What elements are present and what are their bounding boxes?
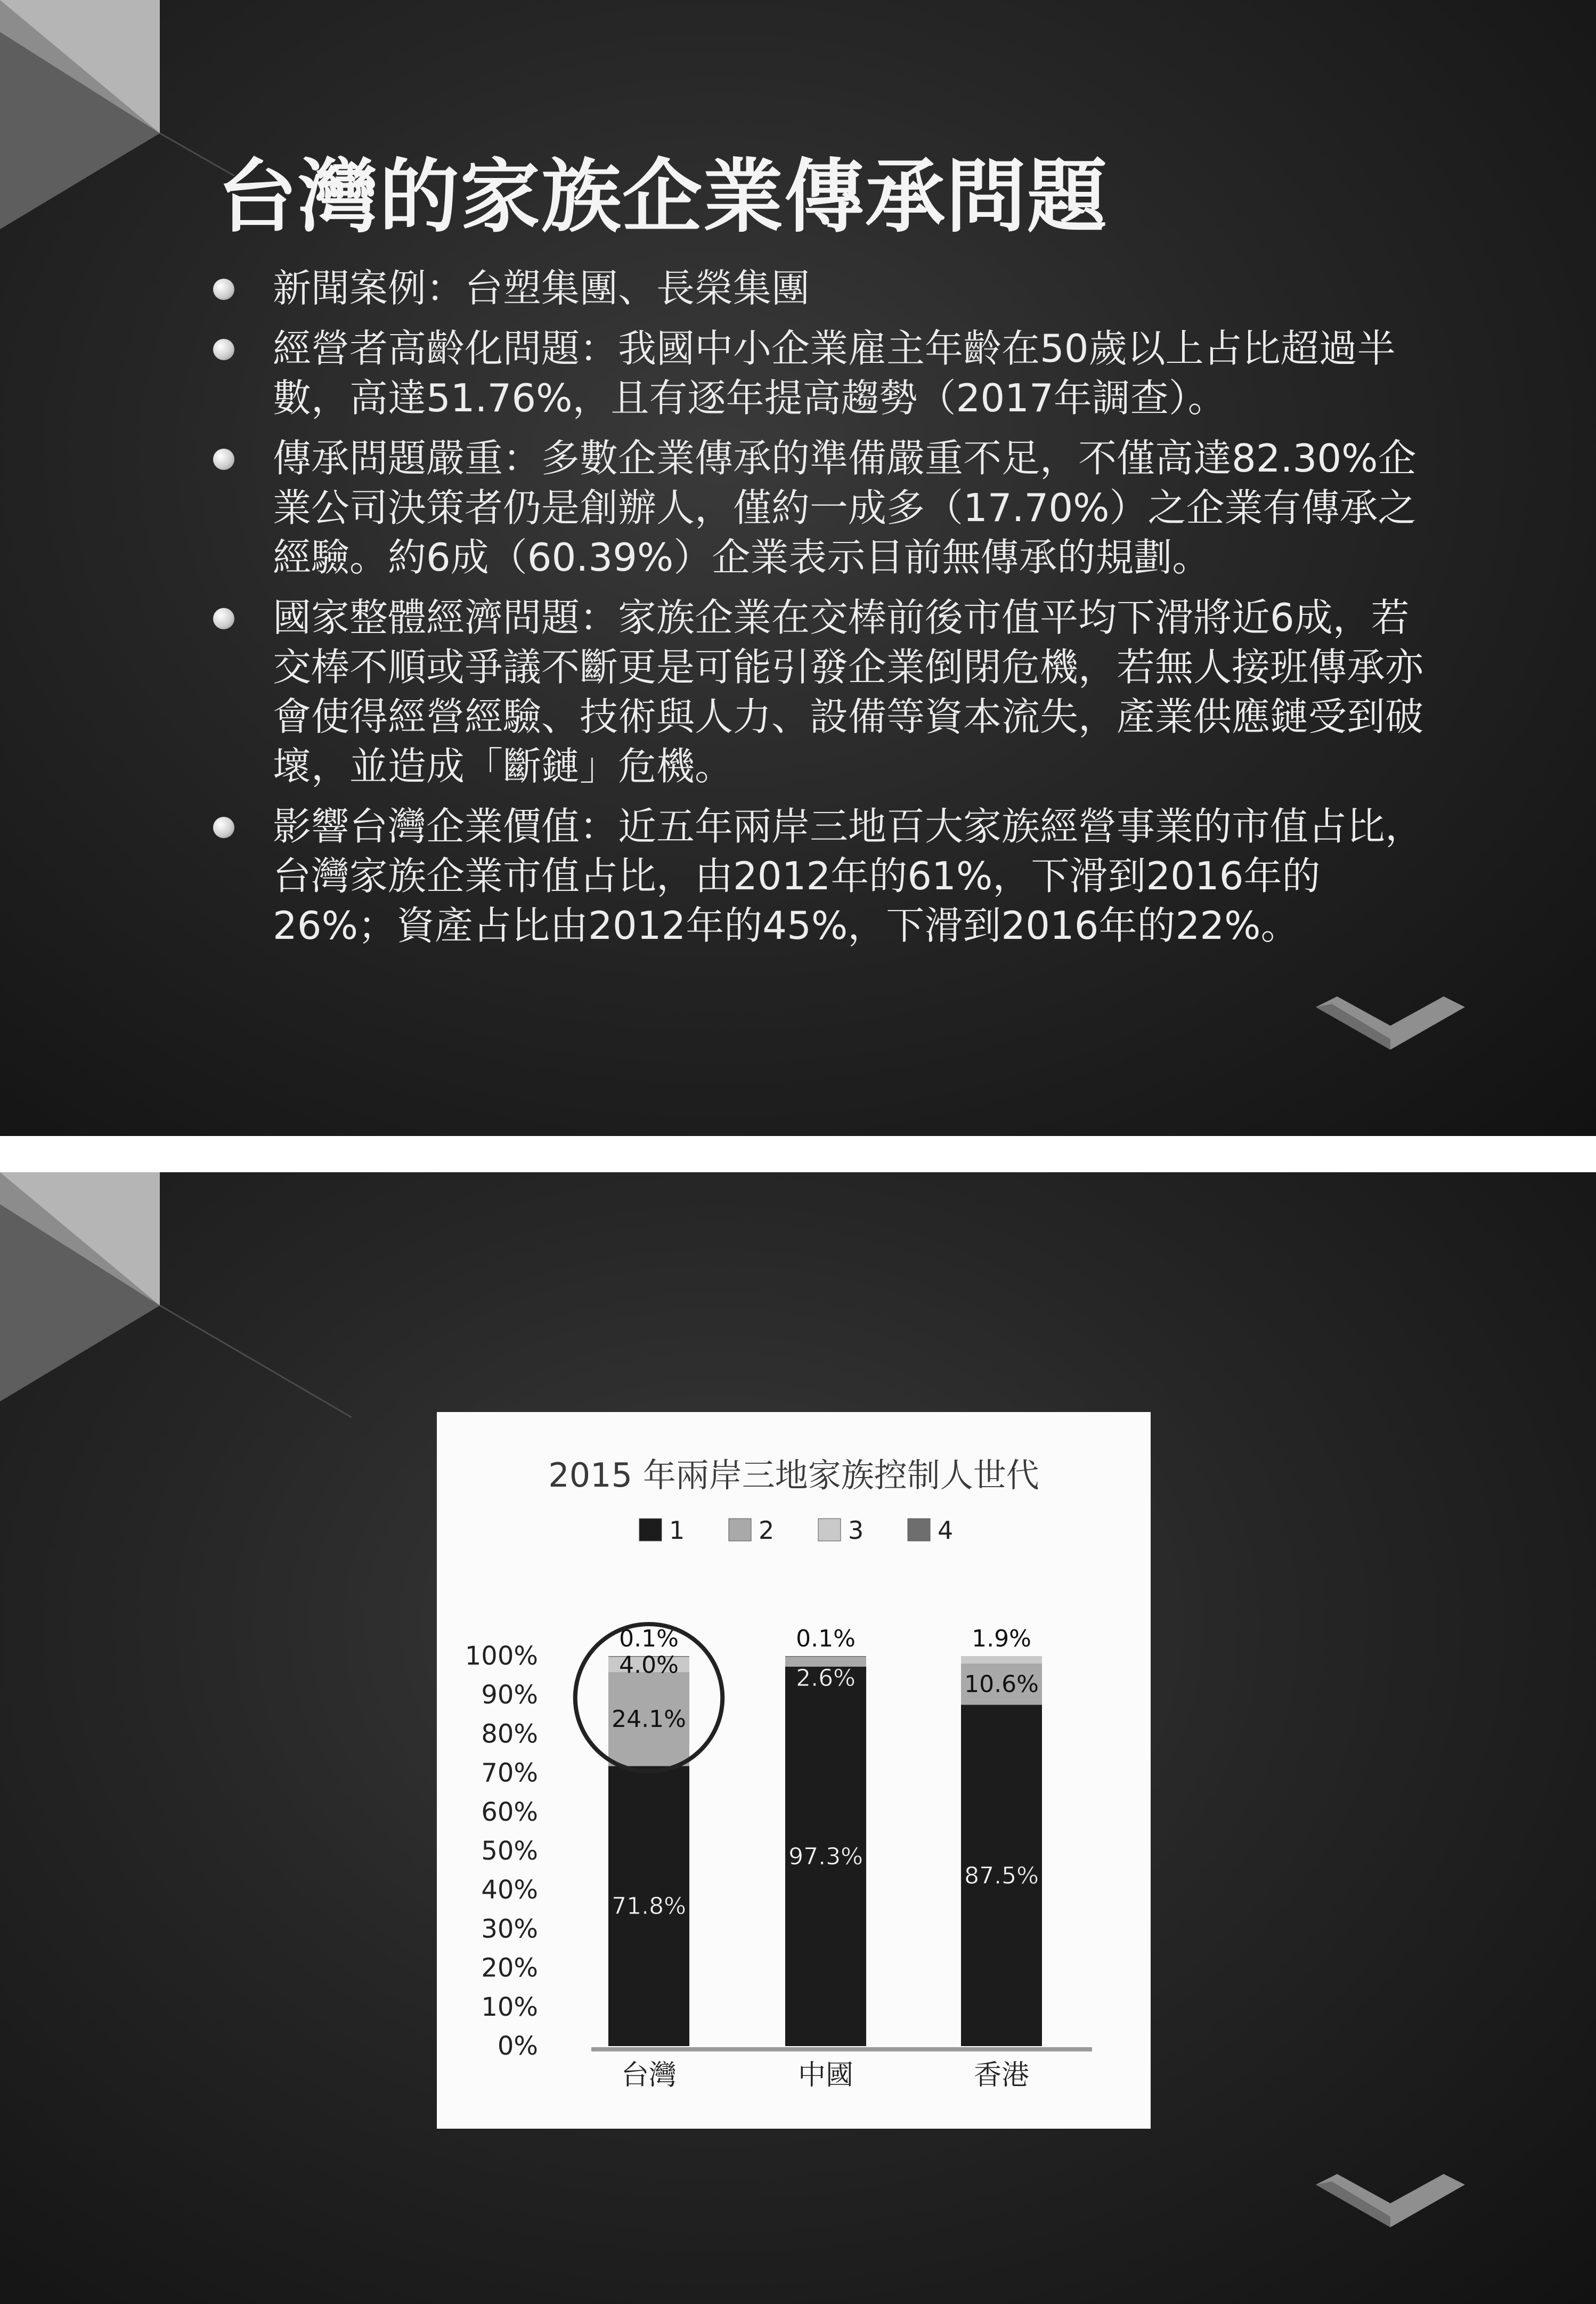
y-tick-label: 40% bbox=[481, 1875, 538, 1905]
data-label: 0.1% bbox=[796, 1625, 856, 1652]
bullet-dot-icon bbox=[213, 339, 234, 360]
bullet-text: 經營者高齡化問題：我國中小企業雇主年齡在50歲以上占比超過半數，高達51.76%，且有逐年提高趨勢（2017年調查）。 bbox=[273, 326, 1396, 420]
x-category-label: 台灣 bbox=[621, 2059, 677, 2091]
bullet-text: 國家整體經濟問題：家族企業在交棒前後市值平均下滑將近6成，若交棒不順或爭議不斷更是可能引發企業倒閉危機，若無人接班傳承亦會使得經營經驗、技術與人力、設備等資本流失，產業供應鏈受到破壞，並造成「斷鏈」危機。 bbox=[273, 595, 1424, 789]
data-label: 10.6% bbox=[964, 1670, 1039, 1698]
slide-2 bbox=[0, 1172, 1596, 2304]
data-label: 1.9% bbox=[972, 1625, 1031, 1652]
slide-title: 台灣的家族企業傳承問題 bbox=[217, 151, 1109, 244]
y-tick-label: 90% bbox=[481, 1680, 538, 1710]
bullet-item bbox=[213, 324, 1438, 423]
y-tick-label: 60% bbox=[481, 1797, 538, 1827]
x-category-label: 香港 bbox=[973, 2059, 1030, 2091]
bullet-text: 新聞案例：台塑集團、長榮集團 bbox=[273, 266, 810, 311]
y-tick-label: 20% bbox=[481, 1953, 538, 1983]
bullet-text: 影響台灣企業價值：近五年兩岸三地百大家族經營事業的市值占比，台灣家族企業市值占比，由2012年的61%，下滑到2016年的26%；資產占比由2012年的45%，下滑到2016年的22%。 bbox=[273, 804, 1424, 948]
corner-triangle-decoration bbox=[0, 1172, 373, 1449]
data-label: 87.5% bbox=[964, 1862, 1039, 1889]
stacked-bar-chart bbox=[437, 1412, 1151, 2129]
bar-segment bbox=[785, 1656, 866, 1657]
y-tick-label: 80% bbox=[481, 1719, 538, 1749]
data-label: 24.1% bbox=[612, 1706, 686, 1733]
data-label: 4.0% bbox=[619, 1651, 679, 1679]
slide-1 bbox=[0, 0, 1596, 1136]
legend-label: 4 bbox=[938, 1516, 954, 1545]
bullet-dot-icon bbox=[213, 449, 234, 470]
bullet-list bbox=[213, 264, 1438, 961]
bullet-item bbox=[213, 593, 1438, 791]
bullet-dot-icon bbox=[213, 817, 234, 838]
bar-segment bbox=[961, 1656, 1042, 1664]
chart-title: 2015 年兩岸三地家族控制人世代 bbox=[548, 1456, 1039, 1495]
y-tick-label: 70% bbox=[481, 1758, 538, 1788]
x-category-label: 中國 bbox=[797, 2059, 854, 2091]
data-label: 2.6% bbox=[796, 1665, 856, 1692]
y-tick-label: 10% bbox=[481, 1992, 538, 2022]
chart-card bbox=[437, 1412, 1151, 2129]
data-label: 97.3% bbox=[788, 1843, 863, 1870]
bullet-dot-icon bbox=[213, 608, 234, 629]
y-tick-label: 100% bbox=[465, 1641, 538, 1671]
chevron-down-icon[interactable] bbox=[1316, 996, 1465, 1055]
bullet-text: 傳承問題嚴重：多數企業傳承的準備嚴重不足，不僅高達82.30%企業公司決策者仍是創辦人，僅約一成多（17.70%）之企業有傳承之經驗。約6成（60.39%）企業表示目前無傳承的規劃。 bbox=[273, 436, 1416, 580]
legend-label: 3 bbox=[848, 1516, 864, 1545]
bullet-dot-icon bbox=[213, 279, 234, 300]
bullet-item bbox=[213, 802, 1438, 951]
data-label: 71.8% bbox=[612, 1893, 686, 1920]
legend-swatch bbox=[818, 1519, 841, 1541]
legend-swatch bbox=[729, 1519, 751, 1541]
data-label: 0.1% bbox=[619, 1625, 679, 1652]
y-tick-label: 0% bbox=[497, 2031, 538, 2061]
bullet-item bbox=[213, 264, 1438, 313]
legend-label: 1 bbox=[669, 1516, 685, 1545]
legend-swatch bbox=[639, 1519, 662, 1541]
chevron-down-icon[interactable] bbox=[1316, 2174, 1465, 2233]
bullet-item bbox=[213, 434, 1438, 582]
y-tick-label: 30% bbox=[481, 1914, 538, 1944]
legend-swatch bbox=[908, 1519, 930, 1541]
y-tick-label: 50% bbox=[481, 1836, 538, 1866]
legend-label: 2 bbox=[759, 1516, 775, 1545]
